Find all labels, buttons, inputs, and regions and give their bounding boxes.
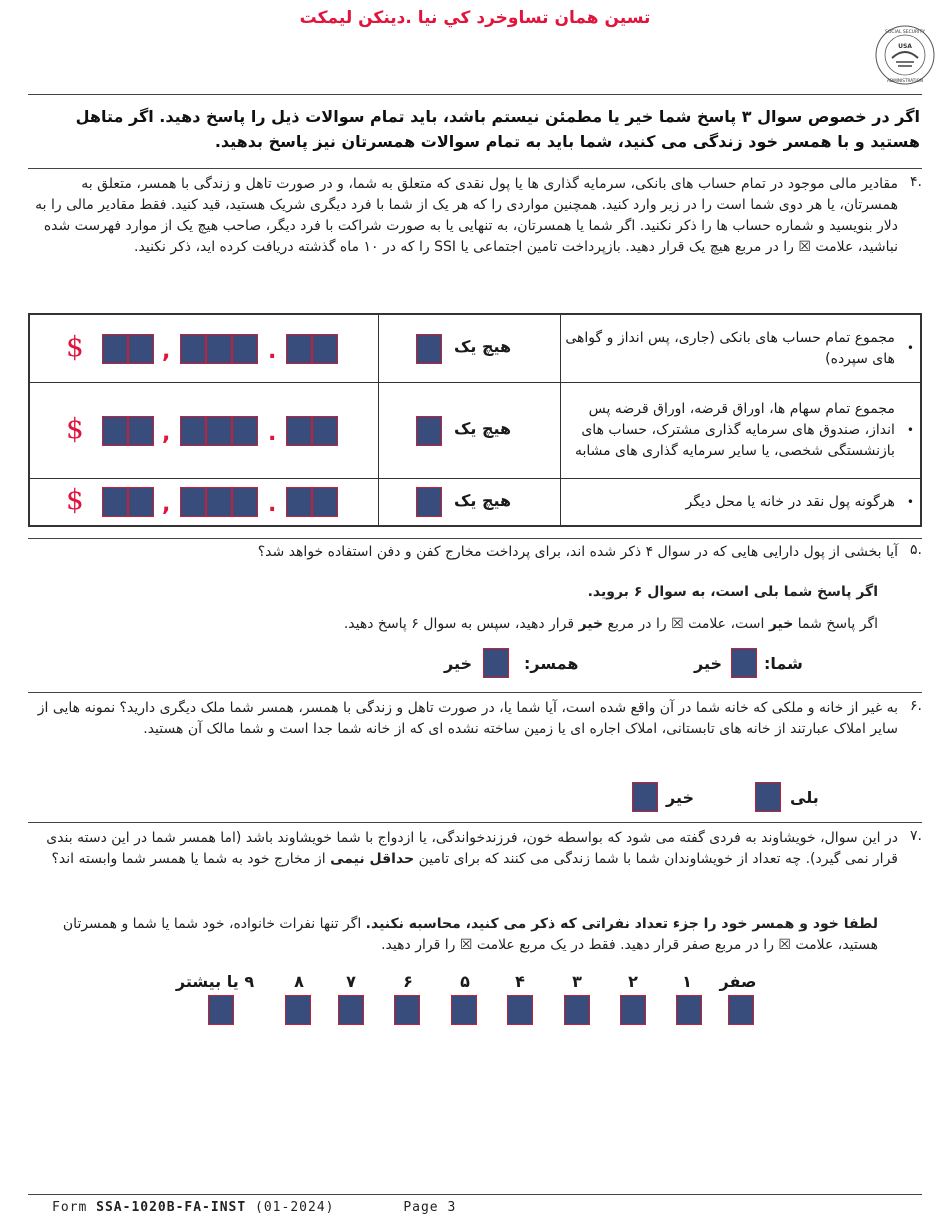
amount-digit-box[interactable] — [232, 334, 258, 364]
q7-option-label: ۳ — [572, 972, 582, 991]
amount-digit-box[interactable] — [206, 487, 232, 517]
asset-row-investments — [30, 383, 920, 479]
q5-you-no-label: خیر — [694, 654, 723, 673]
asset-row-bank — [30, 315, 920, 383]
amount-digit-box[interactable] — [206, 416, 232, 446]
q7-option-checkbox[interactable] — [451, 995, 477, 1025]
q7-option-checkbox[interactable] — [676, 995, 702, 1025]
q7-option-label: ۹ یا بیشتر — [175, 972, 255, 991]
q6-yes-label: بلی — [790, 788, 819, 807]
asset-label: • مجموع تمام حساب های بانکی (جاری، پس انداز و گواهی های سپرده) — [565, 329, 914, 367]
q7-text: در این سوال، خویشاوند به فردی گفته می شود که بواسطه خون، فرزندخواندگی، یا ازدواج با شما خویشاوند باشد (اما همسر شما در این دسته بندی قرار نمی گیرد). چه تعداد از خویشاوندان شما با شما زندگی می کنند که برای تامین حداقل نیمی از مخارج خود به شما یا همسر شما وابسته اند؟ — [46, 830, 898, 867]
page-banner: تسين همان تساوخرد كي نيا .دينكن ليمكت — [299, 8, 651, 28]
thousands-separator: , — [162, 421, 171, 446]
divider — [28, 94, 922, 95]
q5-instruction-yes: اگر پاسخ شما بلی است، به سوال ۶ بروید. — [587, 584, 878, 600]
dollar-sign: $ — [66, 412, 84, 445]
amount-digit-box[interactable] — [128, 334, 154, 364]
amount-digit-box[interactable] — [286, 487, 312, 517]
q7-option-label: ۴ — [515, 972, 525, 991]
assets-table — [28, 313, 922, 527]
decimal-separator: . — [268, 421, 277, 446]
svg-text:ADMINISTRATION: ADMINISTRATION — [886, 78, 924, 83]
amount-digit-box[interactable] — [232, 416, 258, 446]
asset-label: • مجموع تمام سهام ها، اوراق قرضه، اوراق قرضه پس انداز، صندوق های سرمایه گذاری مشترک، حساب های بازنشستگی شخصی، یا سایر سرمایه گذاری های مشابه — [574, 401, 914, 459]
svg-text:SOCIAL SECURITY: SOCIAL SECURITY — [885, 30, 925, 35]
q5-spouse-no-label: خیر — [444, 654, 473, 673]
ssa-seal-icon — [874, 24, 936, 86]
decimal-separator: . — [268, 339, 277, 364]
amount-digit-box[interactable] — [180, 416, 206, 446]
q7-option-label: ۸ — [294, 972, 304, 991]
amount-digit-box[interactable] — [180, 334, 206, 364]
q7-option-label: ۶ — [403, 972, 413, 991]
amount-digit-box[interactable] — [128, 416, 154, 446]
amount-digit-box[interactable] — [180, 487, 206, 517]
q6-no-label: خیر — [666, 788, 695, 807]
q5-spouse-no-checkbox[interactable] — [483, 648, 509, 678]
amount-digit-box[interactable] — [312, 416, 338, 446]
dollar-sign: $ — [66, 330, 84, 363]
q7-option-checkbox[interactable] — [620, 995, 646, 1025]
q5-spouse-label: همسر: — [524, 654, 579, 673]
thousands-separator: , — [162, 339, 171, 364]
amount-digit-box[interactable] — [312, 334, 338, 364]
q5-instruction-no: اگر پاسخ شما خیر است، علامت ☒ را در مربع خیر قرار دهید، سپس به سوال ۶ پاسخ دهید. — [343, 616, 878, 632]
amount-digit-box[interactable] — [286, 334, 312, 364]
amount-digit-box[interactable] — [102, 334, 128, 364]
none-checkbox[interactable] — [416, 334, 442, 364]
dollar-sign: $ — [66, 483, 84, 516]
divider — [28, 822, 922, 823]
amount-digit-box[interactable] — [102, 487, 128, 517]
q7-number: ۷. — [910, 828, 922, 844]
none-checkbox[interactable] — [416, 487, 442, 517]
q7-option-checkbox[interactable] — [507, 995, 533, 1025]
thousands-separator: , — [162, 492, 171, 517]
q7-option-label: ۵ — [460, 972, 470, 991]
q5-you-label: شما: — [764, 654, 803, 673]
q7-option-label: ۲ — [628, 972, 638, 991]
amount-digit-box[interactable] — [312, 487, 338, 517]
none-checkbox[interactable] — [416, 416, 442, 446]
q7-option-checkbox[interactable] — [564, 995, 590, 1025]
q7-option-checkbox[interactable] — [285, 995, 311, 1025]
q7-note: لطفا خود و همسر خود را جزء تعداد نفراتی که ذکر می کنید، محاسبه نکنید. اگر تنها نفرات خانواده، خود شما یا شما و همسرتان هستید، علامت ☒ را در مربع صفر قرار دهید. فقط در یک مربع علامت ☒ را قرار دهید. — [62, 916, 878, 953]
none-label: هیچ یک — [454, 419, 512, 438]
amount-digit-box[interactable] — [102, 416, 128, 446]
amount-digit-box[interactable] — [232, 487, 258, 517]
q6-yes-checkbox[interactable] — [755, 782, 781, 812]
q7-option-checkbox[interactable] — [208, 995, 234, 1025]
q5-you-no-checkbox[interactable] — [731, 648, 757, 678]
amount-digit-box[interactable] — [206, 334, 232, 364]
q6-number: ۶. — [910, 698, 922, 714]
divider — [28, 538, 922, 539]
svg-text:USA: USA — [898, 43, 912, 50]
q4-number: ۴. — [910, 174, 922, 190]
amount-digit-box[interactable] — [286, 416, 312, 446]
q6-no-checkbox[interactable] — [632, 782, 658, 812]
q4-text: مقادیر مالی موجود در تمام حساب های بانکی، سرمایه گذاری ها یا پول نقدی که متعلق به شما، و در صورت تاهل و زندگی با همسر، متعلق به همسرتان، یا هر دوی شما است را در زیر وارد کنید. همچنین مواردی را که هر یک از شما با فرد دیگری شریک هستید، قید کنید. فقط مقادیر مالی را به دلار بنویسید و شماره حساب ها را ذکر نکنید. اگر شما یا همسرتان، به تنهایی یا به صورت شراکت با فرد دیگر، صاحب هیچ یک از موارد فهرست شده نباشید، علامت ☒ را در مربع هیچ یک قرار دهید. بازپرداخت تامین اجتماعی یا SSI را که در ۱۰ ماه گذشته دریافت کرده اید، ذکر نکنید. — [35, 176, 898, 255]
q7-option-checkbox[interactable] — [394, 995, 420, 1025]
divider — [28, 692, 922, 693]
q7-option-label: ۱ — [682, 972, 692, 991]
q7-option-label: ۷ — [346, 972, 356, 991]
divider — [28, 168, 922, 169]
q5-number: ۵. — [910, 542, 922, 558]
q7-option-label: صفر — [719, 972, 757, 991]
asset-label: • هرگونه پول نقد در خانه یا محل دیگر — [685, 493, 914, 510]
q7-option-checkbox[interactable] — [728, 995, 754, 1025]
q5-text: آیا بخشی از پول دارایی هایی که در سوال ۴ ذکر شده اند، برای پرداخت مخارج کفن و دفن استفاده خواهد شد؟ — [257, 544, 898, 560]
none-label: هیچ یک — [454, 337, 512, 356]
amount-digit-box[interactable] — [128, 487, 154, 517]
q7-option-checkbox[interactable] — [338, 995, 364, 1025]
form-footer: Form SSA-1020B-FA-INST (01-2024) Page 3 — [52, 1200, 457, 1215]
decimal-separator: . — [268, 492, 277, 517]
q6-text: به غیر از خانه و ملکی که خانه شما در آن واقع شده است، آیا شما یا، در صورت تاهل و زندگی با همسر، همسر شما ملک دیگری دارید؟ نمونه هایی از سایر املاک عبارتند از خانه های تابستانی، املاک اجاره ای یا زمین ساخته نشده ای که از خانه شما جدا است و شما مالک آن هستید. — [37, 700, 898, 737]
intro-text: اگر در خصوص سوال ۳ پاسخ شما خیر یا مطمئن نیستم باشد، باید تمام سوالات ذیل را پاسخ دهید. اگر متاهل هستید و با همسر خود زندگی می کنید، شما باید به تمام سوالات همسرتان نیز پاسخ بدهید. — [75, 107, 920, 151]
footer-divider — [28, 1194, 922, 1195]
none-label: هیچ یک — [454, 491, 512, 510]
asset-row-cash — [30, 479, 920, 525]
